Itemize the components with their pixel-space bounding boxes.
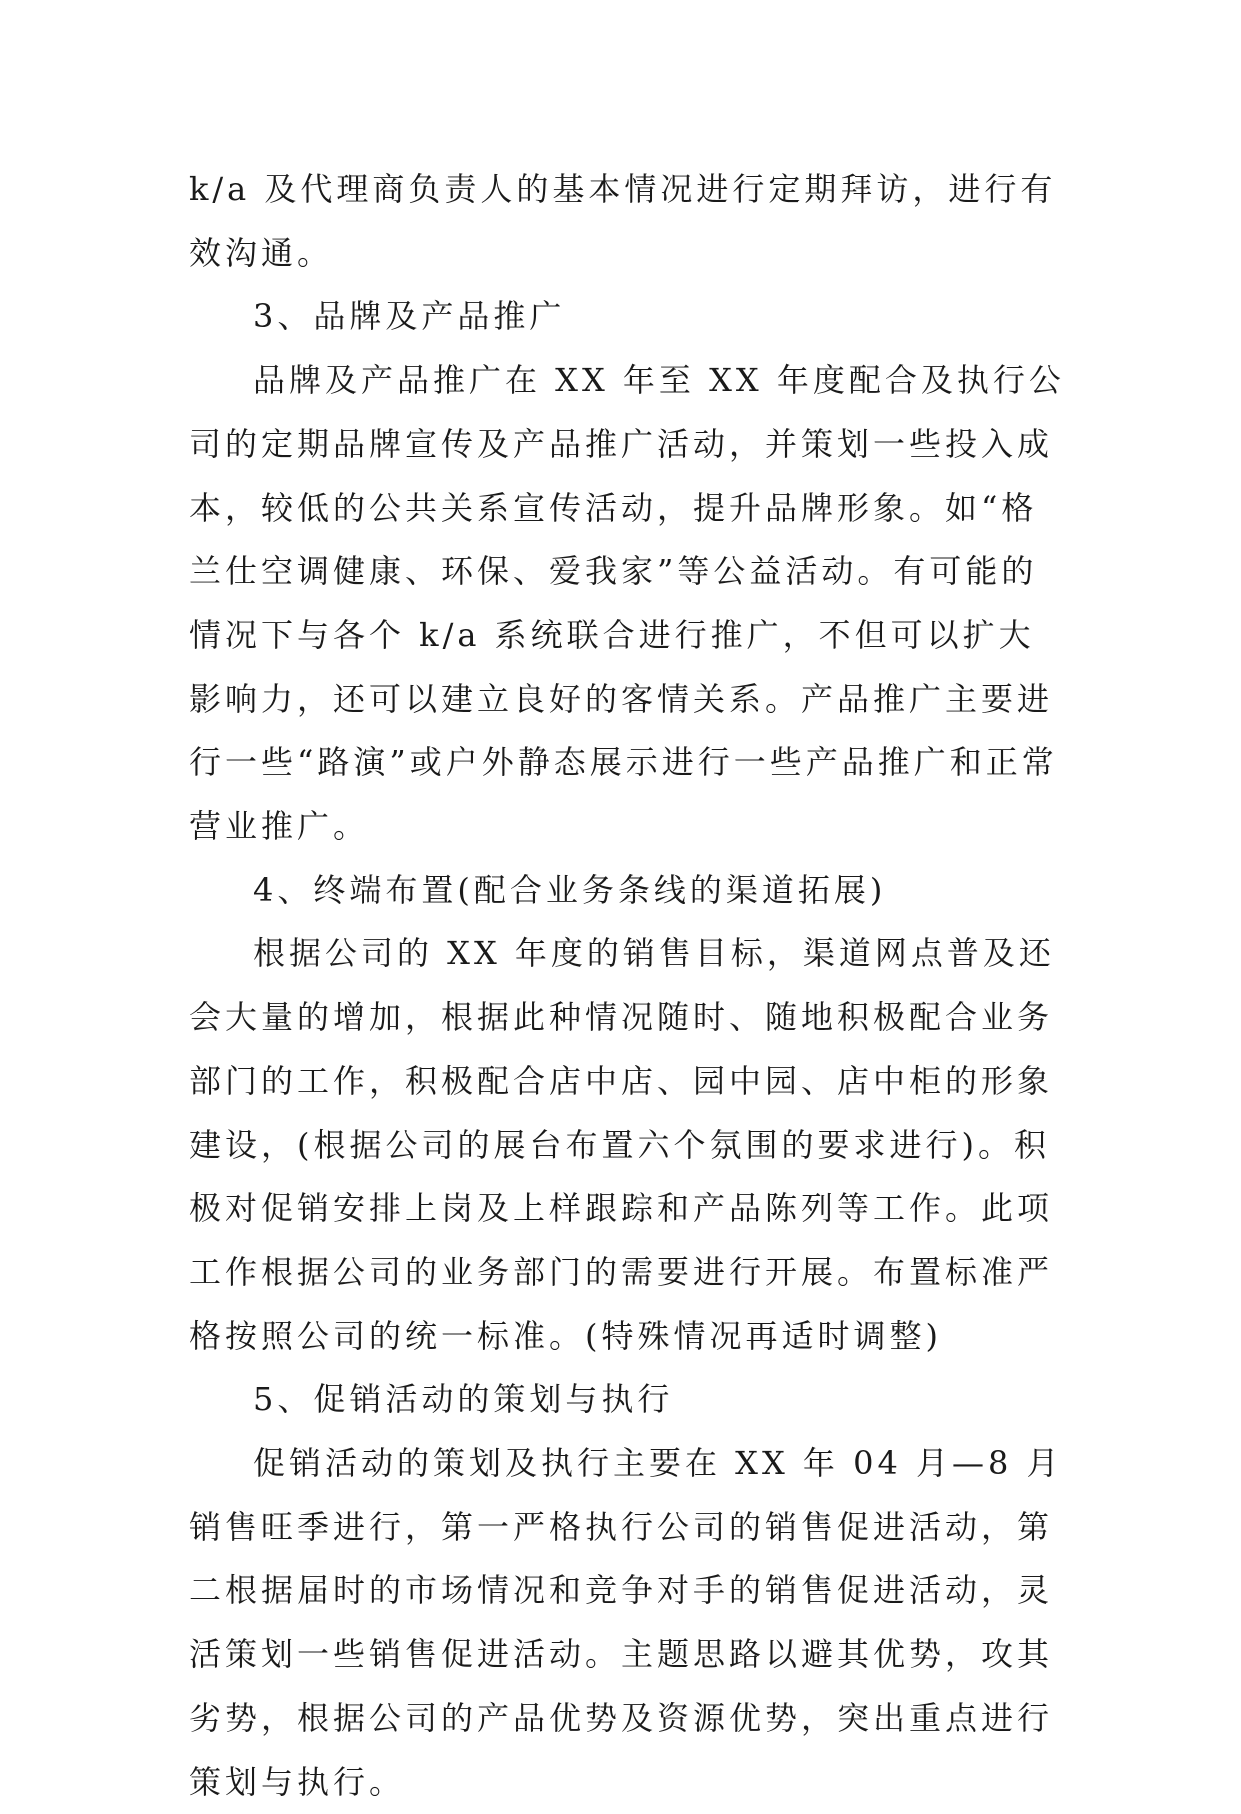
section-5-heading: 5、促销活动的策划与执行 xyxy=(253,1380,674,1419)
section-5-paragraph: 促销活动的策划及执行主要在 XX 年 04 月—8 月销售旺季进行，第一严格执行公司的销售促进活动，第二根据届时的市场情况和竞争对手的销售促进活动，灵活策划一些销售促进活动。主题思路以避其优势，攻其劣势，根据公司的产品优势及资源优势，突出重点进行策划与执行。 xyxy=(189,1444,1063,1801)
section-4-paragraph: 根据公司的 XX 年度的销售目标，渠道网点普及还会大量的增加，根据此种情况随时、随地积极配合业务部门的工作，积极配合店中店、园中园、店中柜的形象建设，(根据公司的展台布置六个氛围的要求进行)。积极对促销安排上岗及上样跟踪和产品陈列等工作。此项工作根据公司的业务部门的需要进行开展。布置标准严格按照公司的统一标准。(特殊情况再适时调整) xyxy=(189,934,1055,1355)
section-4-heading: 4、终端布置(配合业务条线的渠道拓展) xyxy=(253,870,887,909)
section-3-heading: 3、品牌及产品推广 xyxy=(253,297,566,336)
section-3-paragraph: 品牌及产品推广在 XX 年至 XX 年度配合及执行公司的定期品牌宣传及产品推广活动，并策划一些投入成本，较低的公共关系宣传活动，提升品牌形象。如“格兰仕空调健康、环保、爱我家”等公益活动。有可能的情况下与各个 k/a 系统联合进行推广，不但可以扩大影响力，还可以建立良好的客情关系。产品推广主要进行一些“路演”或户外静态展示进行一些产品推广和正常营业推广。 xyxy=(189,361,1065,846)
intro-paragraph: k/a 及代理商负责人的基本情况进行定期拜访，进行有效沟通。 xyxy=(189,170,1057,272)
document-body xyxy=(189,158,1069,1814)
